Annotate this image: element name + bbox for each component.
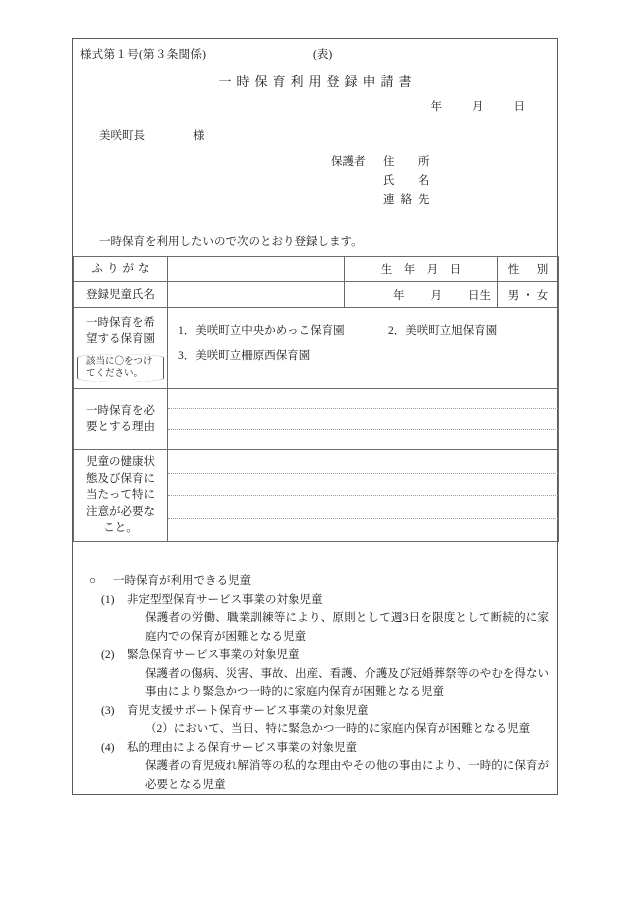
nursery-options-cell[interactable] [168, 308, 559, 389]
furigana-input-cell[interactable] [168, 257, 345, 282]
guardian-contact-label: 連絡先 [383, 194, 436, 206]
note-item-title: 緊急保育サービス事業の対象児童 [127, 649, 300, 661]
reason-input-cell[interactable] [168, 389, 559, 450]
health-label-line1: 児童の健康状 [86, 456, 155, 469]
date-day-label: 日 [513, 101, 525, 113]
dob-header-cell [345, 257, 498, 282]
health-label-line5: こと。 [103, 522, 138, 535]
dob-year-label: 年 [393, 289, 405, 302]
table-row-health [74, 450, 559, 542]
nursery-option-1[interactable]: 1．美咲町立中央かめっこ保育園 [178, 325, 345, 337]
note-item-body: （2）において、当日、特に緊急かつ一時的に家庭内保育が困難となる児童 [145, 723, 531, 735]
nursery-option-3[interactable]: 3．美咲町立柵原西保育園 [178, 350, 311, 362]
form-header-row [73, 46, 557, 64]
sex-select-cell[interactable] [498, 282, 559, 308]
dob-day-label: 日生 [468, 289, 491, 302]
note-item [83, 646, 549, 665]
health-label-line2: 態及び保育に [86, 472, 155, 485]
guardian-address-row [331, 153, 436, 172]
health-guide-lines [168, 450, 558, 541]
guardian-name-label: 氏 名 [383, 175, 436, 187]
circle-bullet-icon: ○ [89, 575, 96, 587]
note-item [83, 702, 549, 721]
date-month-label: 月 [472, 101, 484, 113]
table-row-furigana [74, 257, 559, 282]
furigana-label-cell [74, 257, 168, 282]
sex-header-cell [498, 257, 559, 282]
health-label [74, 452, 167, 539]
table-row-child-name [74, 282, 559, 308]
note-item [83, 591, 549, 610]
reason-label-line2: 要とする理由 [86, 421, 155, 433]
notes-heading [83, 572, 549, 591]
form-number: 様式第１号(第３条関係) [80, 49, 207, 61]
sex-options-label: 男・女 [507, 289, 552, 302]
reason-label [74, 401, 167, 438]
note-item-title: 非定型型保育サービス事業の対象児童 [127, 593, 323, 606]
reason-label-cell [74, 389, 168, 450]
guardian-contact-row [331, 191, 436, 210]
page-title: 一時保育利用登録申請書 [218, 74, 417, 89]
nursery-options-row-2 [178, 347, 558, 372]
nursery-label [74, 312, 167, 349]
dob-header-label: 生 年 月 日 [380, 264, 462, 276]
guardian-address-label: 住 所 [383, 156, 436, 168]
note-item-number: (2) [101, 649, 115, 661]
child-name-label: 登録児童氏名 [86, 288, 155, 301]
furigana-label: ふりがな [91, 263, 154, 275]
note-item-body: 保護者の労働、職業訓練等により、原則として週3日を限度として断続的に家庭内での保育が困難となる児童 [145, 612, 549, 643]
health-label-cell [74, 450, 168, 542]
nursery-options-row-1 [178, 322, 558, 347]
note-item-number: (4) [101, 741, 115, 754]
date-year-label: 年 [430, 101, 442, 113]
health-label-line3: 当たって特に [86, 489, 155, 502]
table-row-reason [74, 389, 559, 450]
health-input-cell[interactable] [168, 450, 559, 542]
note-item-number: (3) [101, 704, 115, 717]
eligibility-notes [73, 564, 559, 794]
addressee-name: 美咲町長 [99, 130, 145, 142]
sex-header-label: 性 別 [507, 264, 552, 276]
dob-month-label: 月 [430, 289, 442, 302]
table-row-nursery [74, 308, 559, 389]
note-item-title: 育児支援サポート保育サービス事業の対象児童 [127, 704, 369, 717]
nursery-label-line1: 一時保育を希 [86, 316, 155, 329]
health-label-line4: 注意が必要な [86, 505, 155, 518]
intro-statement: 一時保育を利用したいので次のとおり登録します。 [99, 236, 363, 248]
guardian-info-block [331, 153, 436, 210]
note-item-title: 私的理由による保育サービス事業の対象児童 [127, 741, 357, 754]
note-item-body: 保護者の育児疲れ解消等の私的な理由やその他の事由により、一時的に保育が必要となる児童 [145, 760, 549, 791]
form-outer-frame [72, 38, 558, 795]
guardian-name-row [331, 172, 436, 191]
note-item [83, 739, 549, 758]
child-name-input-cell[interactable] [168, 282, 345, 308]
note-item-number: (1) [101, 593, 115, 606]
notes-heading-text: 一時保育が利用できる児童 [113, 575, 251, 587]
child-name-label-cell [74, 282, 168, 308]
date-entry-line [73, 98, 557, 114]
nursery-circle-instruction: 該当に〇をつけてください。 [77, 354, 164, 382]
reason-label-line1: 一時保育を必 [86, 404, 155, 417]
dob-input-cell[interactable] [345, 282, 498, 308]
nursery-label-cell [74, 308, 168, 389]
note-item-body: 保護者の傷病、災害、事故、出産、看護、介護及び冠婚葬祭等のやむを得ない事由により緊急かつ一時的に家庭内保育が困難となる児童 [145, 667, 549, 698]
addressee-line [99, 127, 205, 143]
nursery-label-line2: 望する保育園 [86, 332, 155, 345]
addressee-honorific: 様 [193, 130, 205, 142]
nursery-option-2[interactable]: 2．美咲町立旭保育園 [388, 325, 498, 337]
registration-table [73, 256, 559, 542]
guardian-title: 保護者 [331, 156, 366, 168]
form-side-marker: (表) [313, 49, 333, 61]
reason-guide-lines [168, 389, 558, 449]
